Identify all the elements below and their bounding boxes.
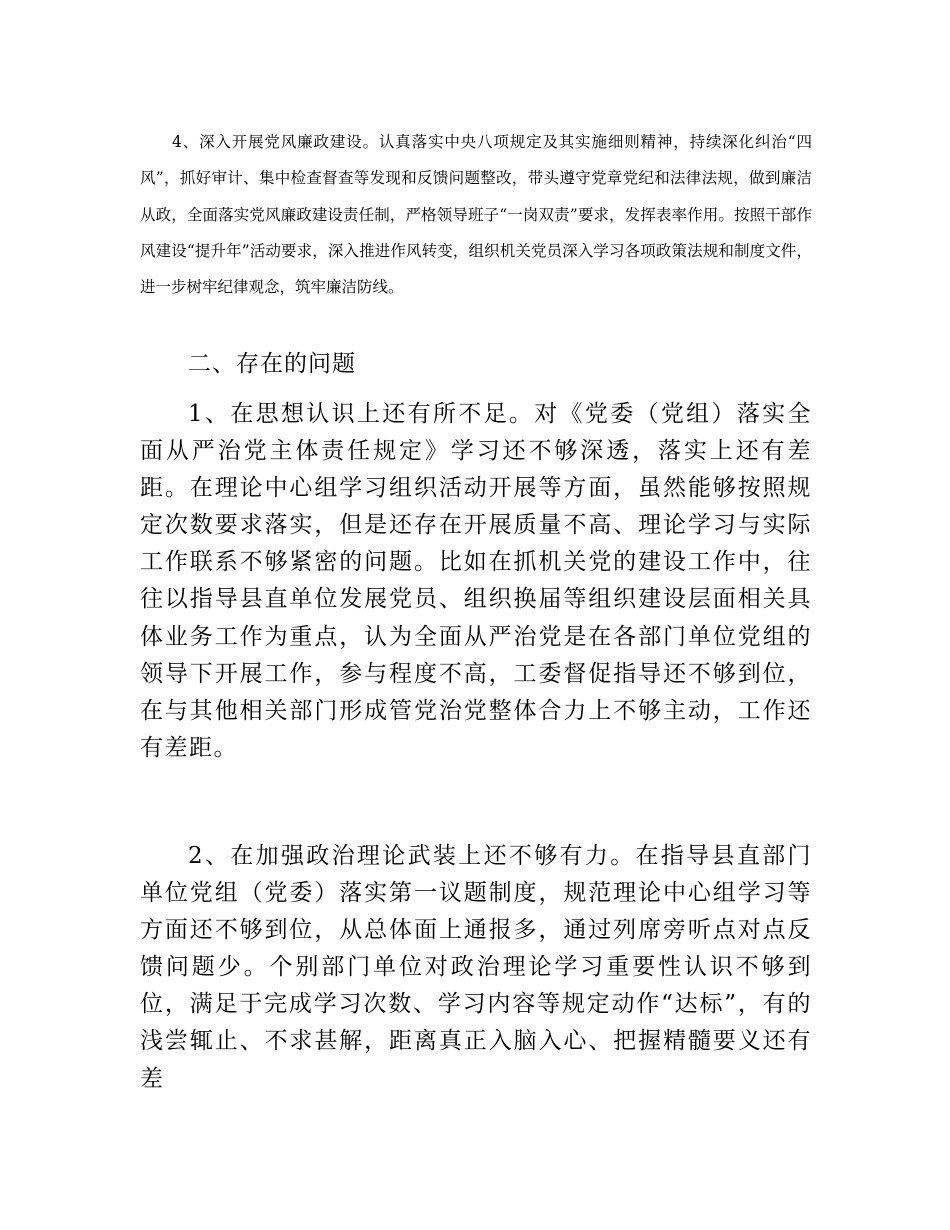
paragraph-problem-2: 2、在加强政治理论武装上还不够有力。在指导县直部门单位党组（党委）落实第一议题制度，规范理论中心组学习等方面还不够到位，从总体面上通报多，通过列席旁听点对点反馈问题少。个别部门单位对政治理论学习重要性认识不够到位，满足于完成学习次数、学习内容等规定动作“达标”，有的浅尝辄止、不求甚解，距离真正入脑入心、把握精髓要义还有差 — [140, 843, 812, 1092]
paragraph-problem-1: 1、在思想认识上还有所不足。对《党委（党组）落实全面从严治党主体责任规定》学习还不够深透，落实上还有差距。在理论中心组学习组织活动开展等方面，虽然能够按照规定次数要求落实，但是还存在开展质量不高、理论学习与实际工作联系不够紧密的问题。比如在抓机关党的建设工作中，往往以指导县直单位发展党员、组织换届等组织建设层面相关具体业务工作为重点，认为全面从严治党是在各部门单位党组的领导下开展工作，参与程度不高，工委督促指导还不够到位，在与其他相关部门形成管党治党整体合力上不够主动，工作还有差距。 — [140, 401, 812, 761]
section-heading: 二、存在的问题 — [188, 351, 356, 377]
paragraph-party-conduct: 4、深入开展党风廉政建设。认真落实中央八项规定及其实施细则精神，持续深化纠治“四风”，抓好审计、集中检查督查等发现和反馈问题整改，带头遵守党章党纪和法律法规，做到廉洁从政，全面落实党风廉政建设责任制，严格领导班子“一岗双责”要求，发挥表率作用。按照干部作风建设“提升年”活动要求，深入推进作风转变，组织机关党员深入学习各项政策法规和制度文件，进一步树牢纪律观念，筑牢廉洁防线。 — [140, 133, 812, 297]
